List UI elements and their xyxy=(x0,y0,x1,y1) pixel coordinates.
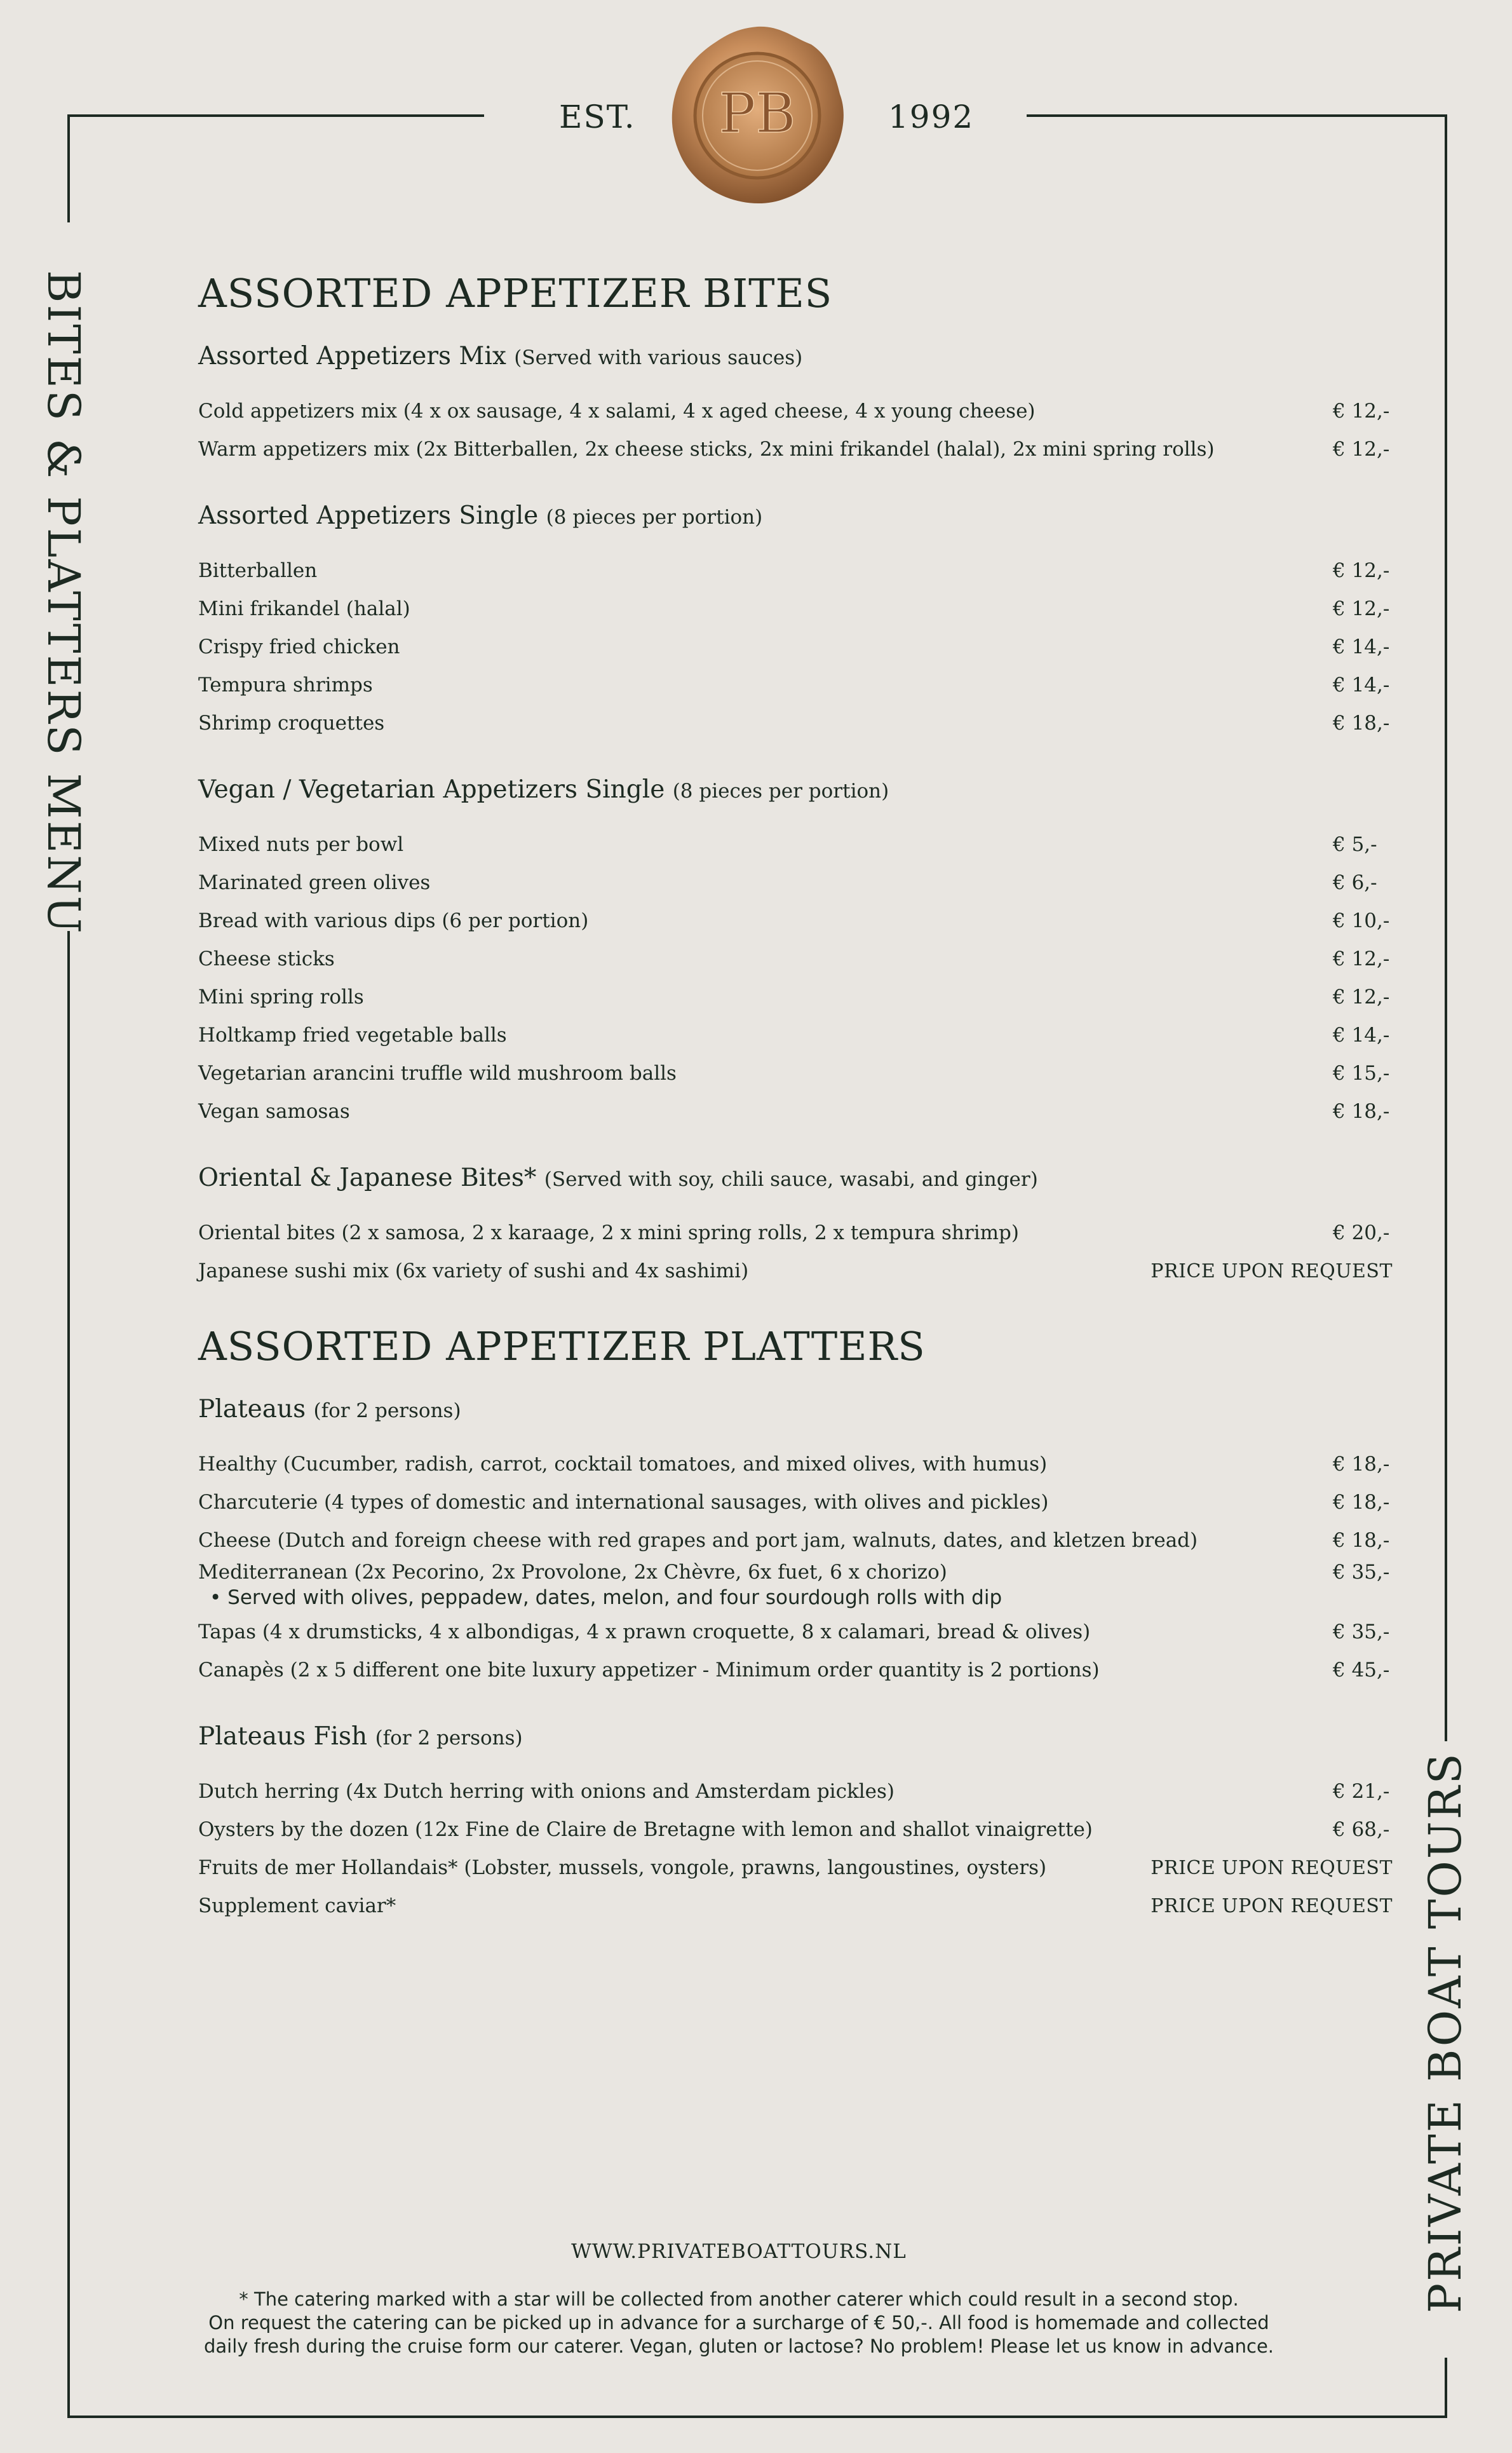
menu-item xyxy=(198,978,1393,1016)
menu-item xyxy=(198,1651,1393,1689)
footnote-line: On request the catering can be picked up in advance for a surcharge of € 50,-. All food is homemade and collected xyxy=(208,2312,1269,2334)
group-title xyxy=(198,342,1393,370)
frame-top-left xyxy=(67,114,484,117)
side-title-left-text: BITES & PLATTERS MENU xyxy=(37,270,90,935)
item-price: € 18,- xyxy=(1333,1491,1390,1514)
item-price: € 5,- xyxy=(1333,833,1377,856)
item-name: Cheese sticks xyxy=(198,948,335,970)
wax-seal-icon xyxy=(662,19,853,210)
item-name: Supplement caviar* xyxy=(198,1894,396,1917)
menu-item xyxy=(198,902,1393,940)
item-price: € 12,- xyxy=(1333,438,1390,461)
frame-left-upper xyxy=(67,114,70,222)
group-title xyxy=(198,1395,1393,1424)
item-name: Charcuterie (4 types of domestic and international sausages, with olives and pickles) xyxy=(198,1491,1049,1514)
item-price: € 12,- xyxy=(1333,986,1390,1009)
est-label: EST. xyxy=(559,99,636,135)
seal-monogram: PB xyxy=(719,82,796,146)
item-price: € 14,- xyxy=(1333,674,1390,696)
bullet-icon: • xyxy=(210,1586,228,1609)
item-price-request: PRICE UPON REQUEST xyxy=(1151,1895,1393,1917)
footnote-line: * The catering marked with a star will be collected from another caterer which could result in a second stop. xyxy=(239,2288,1239,2310)
menu-item xyxy=(198,1016,1393,1054)
side-title-right-text: PRIVATE BOAT TOURS xyxy=(1419,1751,1471,2313)
group-title-text: Vegan / Vegetarian Appetizers Single xyxy=(198,775,665,804)
frame-bottom xyxy=(67,2416,1447,2418)
menu-item xyxy=(198,1849,1393,1887)
menu-item xyxy=(198,1559,1393,1610)
menu-item xyxy=(198,1613,1393,1651)
item-name: Vegan samosas xyxy=(198,1100,350,1123)
item-name: Bitterballen xyxy=(198,559,318,582)
menu-item xyxy=(198,1214,1393,1252)
menu-item xyxy=(198,552,1393,590)
group-oriental-japanese xyxy=(198,1164,1393,1290)
item-subnote xyxy=(198,1585,1393,1610)
group-title xyxy=(198,1722,1393,1751)
item-name: Bread with various dips (6 per portion) xyxy=(198,909,589,932)
group-title-text: Plateaus Fish xyxy=(198,1722,368,1751)
item-name: Vegetarian arancini truffle wild mushroom balls xyxy=(198,1062,677,1085)
group-note: (for 2 persons) xyxy=(375,1727,523,1750)
item-name: Crispy fried chicken xyxy=(198,635,400,658)
item-price: € 18,- xyxy=(1333,1529,1390,1552)
item-name: Mediterranean (2x Pecorino, 2x Provolone, 2x Chèvre, 6x fuet, 6 x chorizo) xyxy=(198,1561,947,1584)
item-price: € 35,- xyxy=(1333,1561,1390,1584)
item-name: Cold appetizers mix (4 x ox sausage, 4 x salami, 4 x aged cheese, 4 x young cheese) xyxy=(198,400,1036,423)
group-note: (8 pieces per portion) xyxy=(672,780,889,803)
item-name: Cheese (Dutch and foreign cheese with red grapes and port jam, walnuts, dates, and kletzen bread) xyxy=(198,1529,1198,1552)
menu-item xyxy=(198,1483,1393,1521)
frame-right-lower xyxy=(1445,2358,1447,2418)
item-name: Mixed nuts per bowl xyxy=(198,833,404,856)
item-price: € 12,- xyxy=(1333,559,1390,582)
side-title-right xyxy=(1419,1751,1471,2313)
item-price: € 12,- xyxy=(1333,597,1390,620)
item-price: € 18,- xyxy=(1333,712,1390,735)
footnote-line: daily fresh during the cruise form our caterer. Vegan, gluten or lactose? No problem! Please let us know in advance. xyxy=(203,2335,1274,2357)
group-plateaus-fish xyxy=(198,1722,1393,1925)
item-price: € 6,- xyxy=(1333,871,1377,894)
group-note: (for 2 persons) xyxy=(313,1399,461,1422)
menu-item xyxy=(198,1054,1393,1092)
menu-item xyxy=(198,430,1393,468)
item-price: € 35,- xyxy=(1333,1621,1390,1643)
item-price-request: PRICE UPON REQUEST xyxy=(1151,1260,1393,1282)
item-name: Tapas (4 x drumsticks, 4 x albondigas, 4 x prawn croquette, 8 x calamari, bread & olives) xyxy=(198,1621,1091,1643)
item-price-request: PRICE UPON REQUEST xyxy=(1151,1857,1393,1879)
group-note: (Served with soy, chili sauce, wasabi, and ginger) xyxy=(544,1168,1038,1191)
menu-item xyxy=(198,1445,1393,1483)
item-price: € 68,- xyxy=(1333,1818,1390,1841)
menu-item xyxy=(198,826,1393,864)
item-price: € 15,- xyxy=(1333,1062,1390,1085)
group-vegan-single xyxy=(198,775,1393,1131)
website-link[interactable]: WWW.PRIVATEBOATTOURS.NL xyxy=(571,2240,907,2263)
menu-item xyxy=(198,1092,1393,1131)
item-price: € 12,- xyxy=(1333,400,1390,423)
item-name: Oriental bites (2 x samosa, 2 x karaage, 2 x mini spring rolls, 2 x tempura shrimp) xyxy=(198,1221,1019,1244)
item-price: € 18,- xyxy=(1333,1100,1390,1123)
item-name: Fruits de mer Hollandais* (Lobster, mussels, vongole, prawns, langoustines, oysters) xyxy=(198,1856,1047,1879)
item-name: Mini spring rolls xyxy=(198,986,364,1009)
item-name: Tempura shrimps xyxy=(198,674,373,696)
item-name: Warm appetizers mix (2x Bitterballen, 2x cheese sticks, 2x mini frikandel (halal), 2x mini spring rolls) xyxy=(198,438,1215,461)
item-name: Canapès (2 x 5 different one bite luxury appetizer - Minimum order quantity is 2 portions) xyxy=(198,1659,1100,1682)
group-note: (8 pieces per portion) xyxy=(546,506,763,529)
frame-right-upper xyxy=(1445,114,1447,1741)
group-title-text: Oriental & Japanese Bites* xyxy=(198,1164,537,1192)
item-name: Japanese sushi mix (6x variety of sushi and 4x sashimi) xyxy=(198,1260,749,1282)
menu-item xyxy=(198,1811,1393,1849)
menu-item xyxy=(198,1252,1393,1290)
menu-item xyxy=(198,628,1393,666)
side-title-left xyxy=(37,270,90,935)
group-title xyxy=(198,501,1393,530)
section-title-platters: ASSORTED APPETIZER PLATTERS xyxy=(198,1323,926,1369)
menu-item xyxy=(198,1887,1393,1925)
item-name: Marinated green olives xyxy=(198,871,431,894)
item-price: € 45,- xyxy=(1333,1659,1390,1682)
item-name: Dutch herring (4x Dutch herring with onions and Amsterdam pickles) xyxy=(198,1780,894,1803)
menu-item xyxy=(198,1521,1393,1559)
frame-top-right xyxy=(1027,114,1447,117)
item-price: € 12,- xyxy=(1333,948,1390,970)
menu-item xyxy=(198,704,1393,742)
footnote xyxy=(0,2288,1478,2358)
menu-item xyxy=(198,590,1393,628)
section-title-bites: ASSORTED APPETIZER BITES xyxy=(198,270,833,316)
group-title xyxy=(198,775,1393,804)
item-price: € 20,- xyxy=(1333,1221,1390,1244)
menu-item xyxy=(198,1772,1393,1811)
item-row xyxy=(198,1559,1393,1585)
group-title-text: Assorted Appetizers Mix xyxy=(198,342,506,370)
group-title-text: Plateaus xyxy=(198,1395,306,1424)
item-price: € 10,- xyxy=(1333,909,1390,932)
group-title xyxy=(198,1164,1393,1192)
est-year: 1992 xyxy=(888,99,975,135)
item-price: € 14,- xyxy=(1333,635,1390,658)
frame-left-lower xyxy=(67,931,70,2418)
menu-item xyxy=(198,864,1393,902)
item-name: Holtkamp fried vegetable balls xyxy=(198,1024,507,1047)
item-name: Oysters by the dozen (12x Fine de Claire de Bretagne with lemon and shallot vinaigrette) xyxy=(198,1818,1093,1841)
menu-item xyxy=(198,940,1393,978)
group-title-text: Assorted Appetizers Single xyxy=(198,501,539,530)
menu-content xyxy=(198,270,1393,1958)
group-appetizers-single xyxy=(198,501,1393,742)
group-appetizers-mix xyxy=(198,342,1393,468)
item-name: Healthy (Cucumber, radish, carrot, cocktail tomatoes, and mixed olives, with humus) xyxy=(198,1453,1048,1476)
item-name: Mini frikandel (halal) xyxy=(198,597,410,620)
group-note: (Served with various sauces) xyxy=(514,346,803,369)
item-name: Shrimp croquettes xyxy=(198,712,385,735)
menu-item xyxy=(198,666,1393,704)
item-price: € 14,- xyxy=(1333,1024,1390,1047)
menu-item xyxy=(198,392,1393,430)
item-price: € 18,- xyxy=(1333,1453,1390,1476)
group-plateaus xyxy=(198,1395,1393,1689)
item-subnote-text: Served with olives, peppadew, dates, melon, and four sourdough rolls with dip xyxy=(227,1586,1002,1609)
item-price: € 21,- xyxy=(1333,1780,1390,1803)
